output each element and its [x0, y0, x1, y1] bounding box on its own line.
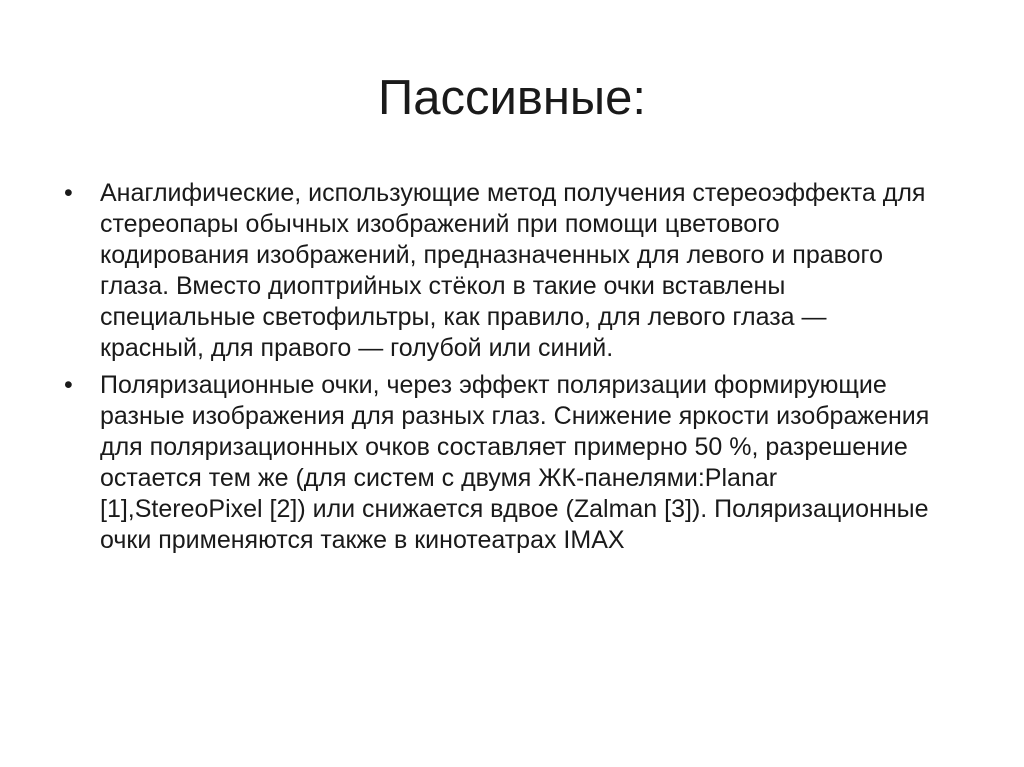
- bullet-text: Анаглифические, использующие метод получения стереоэффекта для стереопары обычных изображений при помощи цветового кодирования изображений, предназначенных для левого и правого глаза. Вместо диоптрийных стёкол в такие очки вставлены специальные светофильтры, как правило, для левого глаза — красный, для правого — голубой или синий.: [100, 179, 926, 362]
- bullet-dot-icon: •: [64, 179, 73, 207]
- bullet-dot-icon: •: [64, 371, 73, 399]
- bullet-text: Поляризационные очки, через эффект поляризации формирующие разные изображения для разных глаз. Снижение яркости изображения для поляризационных очков составляет примерно 50 %, разрешение остается тем же (для систем с двумя ЖК-панелями:Planar [1],StereoPixel [2]) или снижается вдвое (Zalman [3]). Поляризационные очки применяются также в кинотеатрах IMAX: [100, 371, 930, 554]
- bullet-item-polarization: [64, 370, 930, 556]
- slide-title: Пассивные:: [377, 71, 647, 125]
- bullet-item-anaglyph: [64, 178, 930, 364]
- bullet-list: [64, 178, 930, 562]
